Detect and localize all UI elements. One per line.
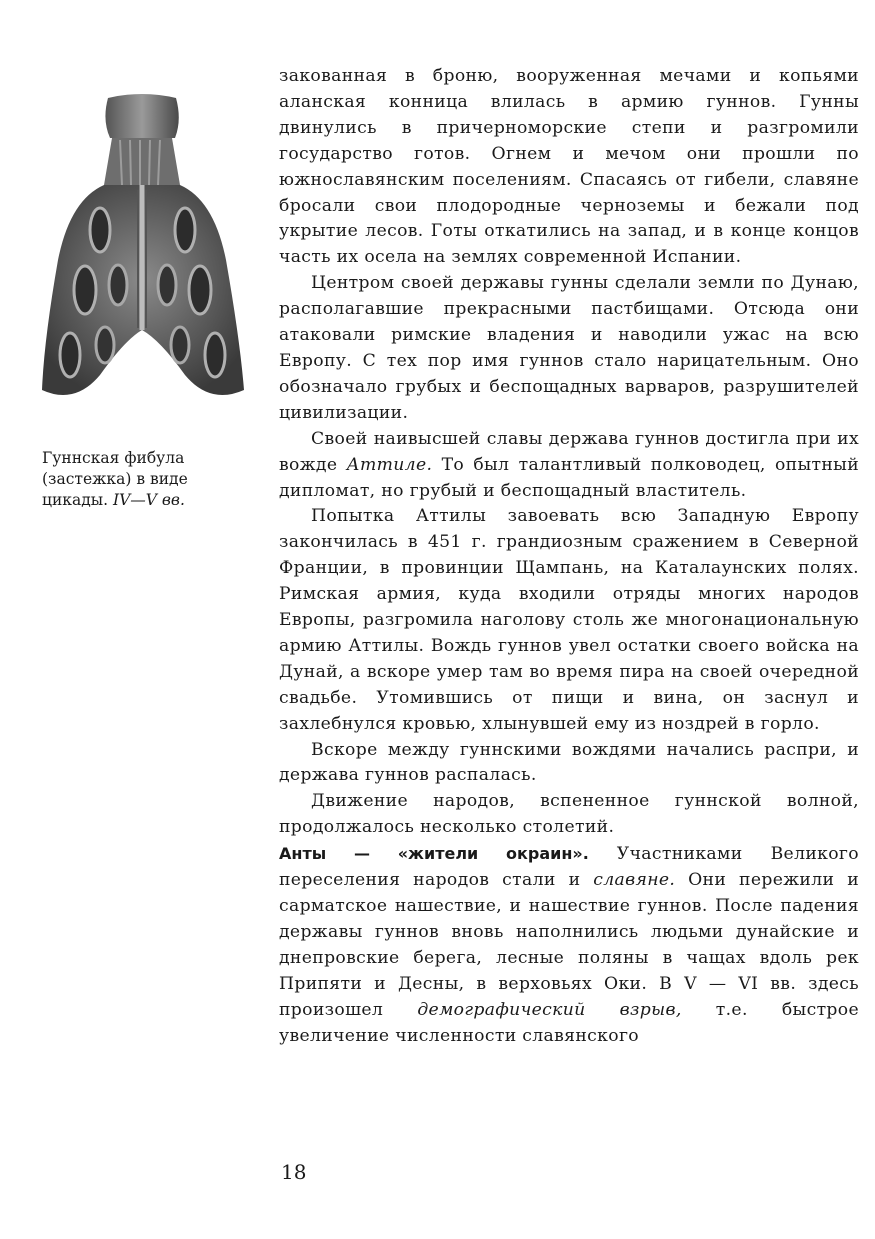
paragraph-text: Участниками Великого переселения народов стали и: [279, 844, 859, 891]
paragraph: [279, 841, 859, 1049]
paragraph: [279, 427, 859, 505]
paragraph: Вскоре между гуннскими вождями начались распри, и держава гуннов распалась.: [279, 739, 859, 786]
figure-caption: [42, 448, 242, 511]
paragraph: Движение народов, вспененное гуннской волной, продолжалось несколько столетий.: [279, 791, 859, 838]
main-text: [279, 64, 859, 1049]
emphasis-slavs: славяне.: [593, 870, 676, 891]
paragraph-text: т.е. быстрое увеличение численности славянского: [279, 999, 859, 1046]
caption-line: (застежка) в виде: [42, 470, 188, 488]
paragraph-text: Они пережили и сарматское нашествие, и нашествие гуннов. После падения державы гуннов вновь наполнились людьми дунайские и днепровские берега, лесные поляны в чащах вдоль рек Припяти и Десны, в верховьях Оки. В V — VI вв. здесь произошел: [279, 870, 859, 1020]
emphasis-term: демографический взрыв,: [417, 999, 682, 1020]
paragraph-text: Своей наивысшей славы держава гуннов достигла при их вожде: [279, 428, 859, 475]
paragraph-text: То был талантливый полководец, опытный дипломат, но грубый и беспощадный властитель.: [279, 454, 859, 501]
caption-text: цикады.: [42, 491, 113, 509]
paragraph: закованная в броню, вооруженная мечами и копьями аланская конница влилась в армию гуннов. Гунны двинулись в причерноморские степи и разгромили государство готов. Огнем и мечом они прошли по южнославянским поселениям. Спасаясь от гибели, славяне бросали свои плодородные черноземы и бежали под укрытие лесов. Готы откатились на запад, и в конце концов часть их осела на землях современной Испании.: [279, 66, 859, 268]
fibula-cicada-icon: [30, 90, 255, 430]
attila-name: Аттиле.: [346, 454, 433, 475]
paragraph: Центром своей державы гунны сделали земли по Дунаю, располагавшие прекрасными пастбищами. Отсюда они атаковали римские владения и наводили ужас на всю Европу. С тех пор имя гуннов стало нарицательным. Оно обозначало грубых и беспощадных варваров, разрушителей цивилизации.: [279, 273, 859, 423]
caption-line: [42, 490, 242, 511]
page-number: 18: [281, 1160, 307, 1184]
fibula-photo: [30, 90, 255, 430]
paragraph: Попытка Аттилы завоевать всю Западную Европу закончилась в 451 г. грандиозным сражением в Северной Франции, в провинции Щампань, на Каталаунских полях. Римская армия, куда входили отряды многих народов Европы, разгромила наголову столь же многонациональную армию Аттилы. Вождь гуннов увел остатки своего войска на Дунай, а вскоре умер там во время пира на своей очередной свадьбе. Утомившись от пищи и вина, он заснул и захлебнулся кровью, хлынувшей ему из ноздрей в горло.: [279, 506, 859, 734]
section-heading: Анты — «жители окраин».: [279, 844, 589, 864]
caption-date: IV—V вв.: [112, 491, 185, 509]
caption-line: Гуннская фибула: [42, 449, 185, 467]
